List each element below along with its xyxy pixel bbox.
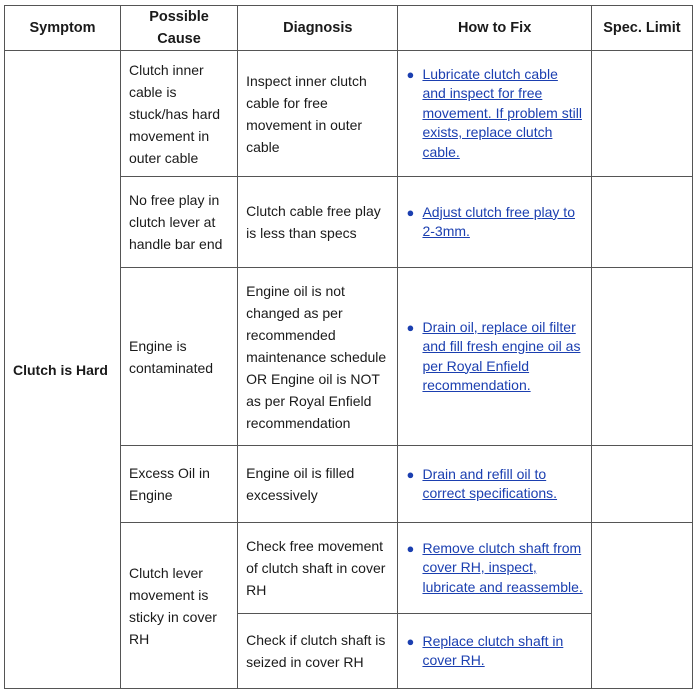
diagnosis-cell: Engine oil is filled excessively (238, 446, 398, 523)
bullet-icon: ● (406, 633, 415, 649)
cause-cell: Clutch lever movement is sticky in cover RH (120, 523, 237, 689)
bullet-icon: ● (406, 319, 415, 335)
header-spec-limit: Spec. Limit (591, 6, 692, 51)
fix-item (406, 539, 582, 598)
fix-item (406, 318, 582, 396)
fix-item (406, 465, 582, 504)
fix-cell (398, 523, 591, 614)
bullet-icon: ● (406, 540, 415, 556)
spec-cell (591, 51, 692, 177)
header-row (5, 6, 693, 51)
bullet-icon: ● (406, 204, 415, 220)
cause-cell: Clutch inner cable is stuck/has hard movement in outer cable (120, 51, 237, 177)
diagnosis-cell: Clutch cable free play is less than specs (238, 177, 398, 268)
fix-link[interactable]: Lubricate clutch cable and inspect for free movement. If problem still exists, replace clutch cable. (422, 65, 582, 160)
troubleshooting-table (4, 5, 693, 689)
symptom-cell: Clutch is Hard (5, 51, 121, 689)
diagnosis-cell: Inspect inner clutch cable for free movement in outer cable (238, 51, 398, 177)
fix-item (406, 65, 582, 163)
diagnosis-cell: Engine oil is not changed as per recommended maintenance schedule OR Engine oil is NOT as per Royal Enfield recommendation (238, 268, 398, 446)
spec-cell (591, 523, 692, 689)
fix-link[interactable]: Remove clutch shaft from cover RH, inspect, lubricate and reassemble. (422, 539, 583, 595)
spec-cell (591, 177, 692, 268)
diagnosis-cell: Check if clutch shaft is seized in cover RH (238, 614, 398, 689)
spec-cell (591, 268, 692, 446)
fix-link[interactable]: Drain and refill oil to correct specifications. (422, 465, 558, 501)
cause-cell: Engine is contaminated (120, 268, 237, 446)
fix-cell (398, 446, 591, 523)
fix-cell (398, 177, 591, 268)
cause-cell: Excess Oil in Engine (120, 446, 237, 523)
bullet-icon: ● (406, 66, 415, 82)
cause-cell: No free play in clutch lever at handle bar end (120, 177, 237, 268)
spec-cell (591, 446, 692, 523)
fix-item (406, 203, 582, 242)
header-possible-cause: Possible Cause (120, 6, 237, 51)
fix-item (406, 632, 582, 671)
diagnosis-cell: Check free movement of clutch shaft in cover RH (238, 523, 398, 614)
header-diagnosis: Diagnosis (238, 6, 398, 51)
fix-cell (398, 268, 591, 446)
fix-link[interactable]: Drain oil, replace oil filter and fill fresh engine oil as per Royal Enfield recommendation. (422, 318, 581, 393)
header-symptom: Symptom (5, 6, 121, 51)
fix-cell (398, 614, 591, 689)
fix-cell (398, 51, 591, 177)
table-row (5, 51, 693, 177)
bullet-icon: ● (406, 466, 415, 482)
header-how-to-fix: How to Fix (398, 6, 591, 51)
fix-link[interactable]: Adjust clutch free play to 2-3mm. (422, 203, 575, 239)
fix-link[interactable]: Replace clutch shaft in cover RH. (422, 632, 564, 668)
